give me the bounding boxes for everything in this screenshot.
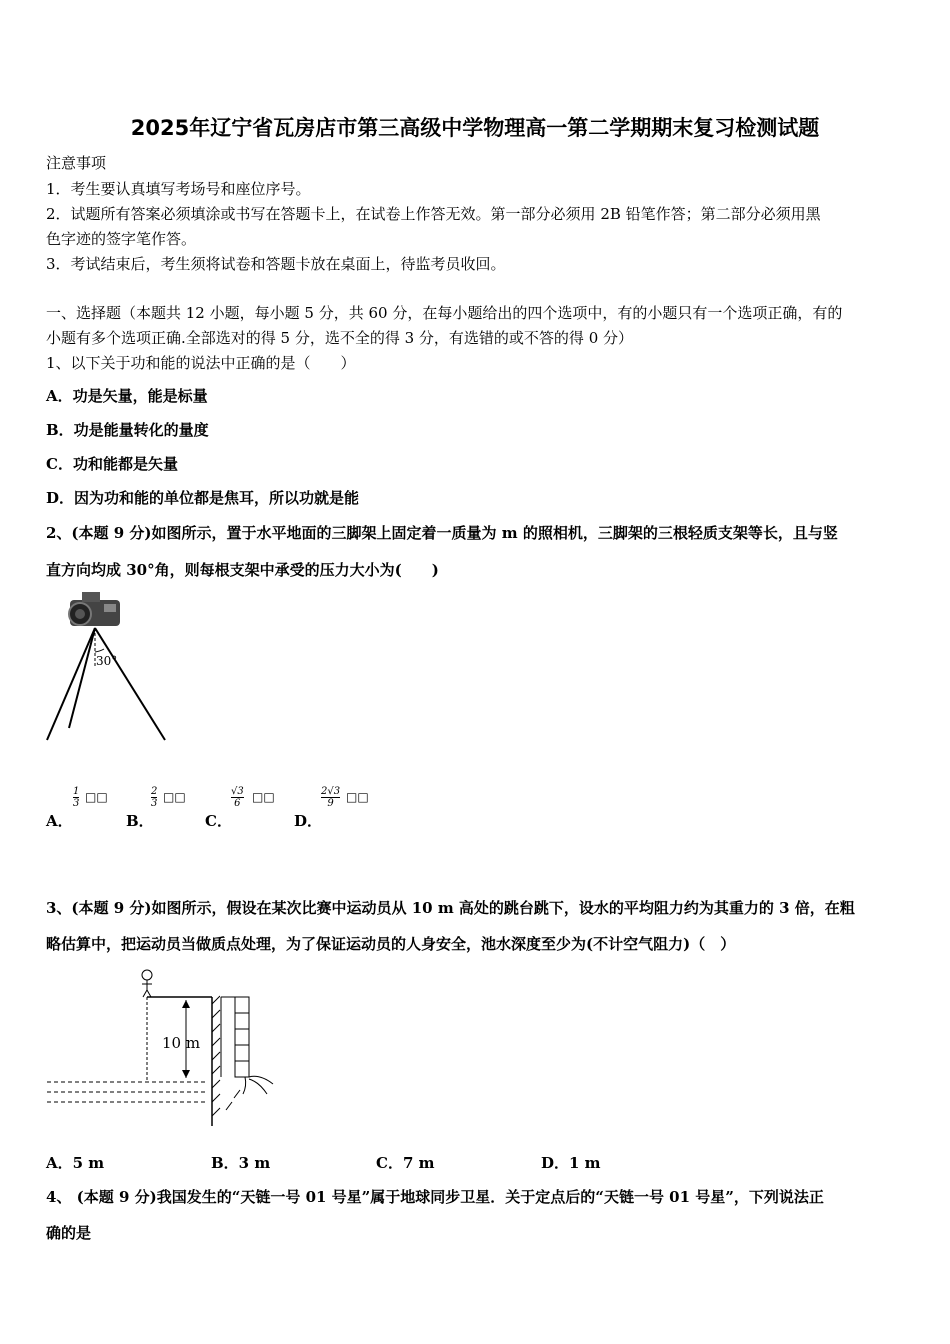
q1-option-a: A．功是矢量，能是标量 bbox=[46, 387, 208, 405]
q2-option-b-fraction: $\frac{2}{3}$ bbox=[151, 786, 158, 809]
q1-option-c: C．功和能都是矢量 bbox=[46, 455, 178, 473]
q2-option-d-fraction: $\frac{2√3}{9}$ bbox=[321, 786, 341, 809]
notice-item: 2．试题所有答案必须填涂或书写在答题卡上，在试卷上作答无效。第一部分必须用 2B 铅笔作答；第二部分必须用黑 bbox=[46, 205, 821, 223]
diving-platform-figure bbox=[45, 966, 275, 1131]
question-3-stem: 3、(本题 9 分)如图所示，假设在某次比赛中运动员从 10 m 高处的跳台跳下，设水的平均阻力约为其重力的 3 倍，在粗 bbox=[46, 899, 855, 917]
q1-option-d: D．因为功和能的单位都是焦耳，所以功就是能 bbox=[46, 489, 360, 507]
q2-option-c-fraction: $\frac{√3}{6}$ bbox=[231, 786, 244, 809]
angle-label: 30° bbox=[96, 654, 118, 668]
height-label: 10 m bbox=[162, 1034, 201, 1052]
q3-option-b: B．3 m bbox=[211, 1154, 271, 1172]
notice-heading: 注意事项 bbox=[46, 154, 107, 172]
q3-option-a: A．5 m bbox=[46, 1154, 105, 1172]
q2-option-d-letter: D． bbox=[294, 812, 323, 830]
notice-item: 3．考试结束后，考生须将试卷和答题卡放在桌面上，待监考员收回。 bbox=[46, 255, 506, 273]
question-2-stem: 直方向均成 30°角，则每根支架中承受的压力大小为( ) bbox=[46, 561, 439, 579]
q2-option-c-unit: □□ bbox=[252, 790, 275, 804]
tripod-camera-figure bbox=[42, 588, 172, 748]
question-4-stem: 确的是 bbox=[46, 1224, 92, 1242]
q3-option-d: D．1 m bbox=[541, 1154, 601, 1172]
notice-item: 1．考生要认真填写考场号和座位序号。 bbox=[46, 180, 311, 198]
question-2-stem: 2、(本题 9 分)如图所示，置于水平地面的三脚架上固定着一质量为 m 的照相机，三脚架的三根轻质支架等长，且与竖 bbox=[46, 524, 838, 542]
q2-option-b-unit: □□ bbox=[163, 790, 186, 804]
notice-item: 色字迹的签字笔作答。 bbox=[46, 230, 197, 248]
page-title: 2025年辽宁省瓦房店市第三高级中学物理高一第二学期期末复习检测试题 bbox=[130, 116, 820, 140]
q2-option-a-letter: A． bbox=[46, 812, 73, 830]
question-3-stem: 略估算中，把运动员当做质点处理，为了保证运动员的人身安全，池水深度至少为(不计空气阻力)（ ） bbox=[46, 935, 736, 953]
q2-option-a-fraction: $\frac{1}{3}$ bbox=[73, 786, 80, 809]
q1-option-b: B．功是能量转化的量度 bbox=[46, 421, 209, 439]
section-instructions: 小题有多个选项正确.全部选对的得 5 分，选不全的得 3 分，有选错的或不答的得 0 分） bbox=[46, 329, 634, 347]
question-4-stem: 4、 (本题 9 分)我国发生的“天链一号 01 号星”属于地球同步卫星．关于定点后的“天链一号 01 号星”，下列说法正 bbox=[46, 1188, 824, 1206]
q2-option-c-letter: C． bbox=[205, 812, 232, 830]
q2-option-b-letter: B． bbox=[126, 812, 154, 830]
section-instructions: 一、选择题（本题共 12 小题，每小题 5 分，共 60 分，在每小题给出的四个选项中，有的小题只有一个选项正确，有的 bbox=[46, 304, 843, 322]
q2-option-d-unit: □□ bbox=[346, 790, 369, 804]
question-1-stem: 1、以下关于功和能的说法中正确的是（ ） bbox=[46, 354, 356, 372]
q3-option-c: C．7 m bbox=[376, 1154, 435, 1172]
q2-option-a-unit: □□ bbox=[85, 790, 108, 804]
